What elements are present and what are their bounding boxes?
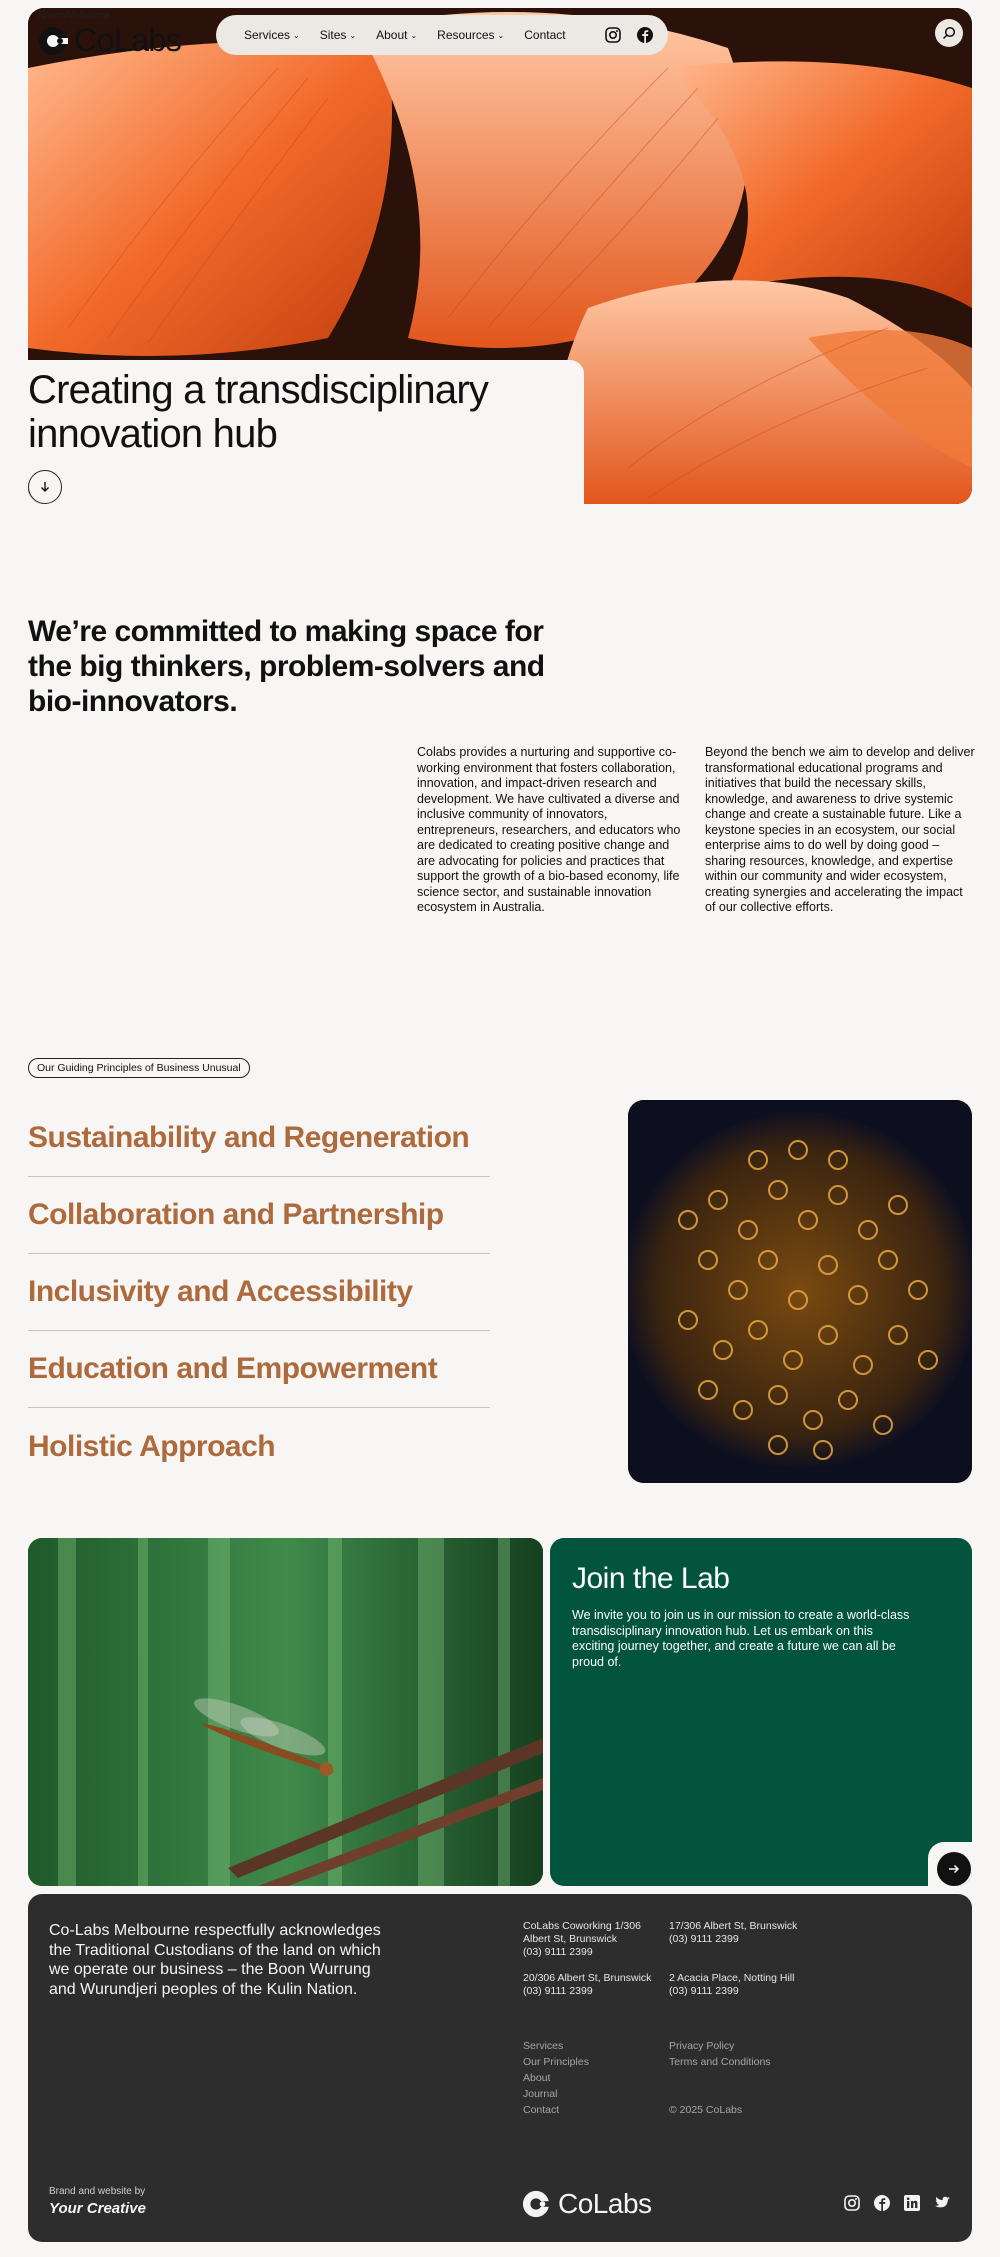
microscope-cells-image: [628, 1100, 972, 1483]
search-button[interactable]: [935, 19, 963, 47]
colabs-logo-icon: [522, 2190, 550, 2218]
facebook-icon[interactable]: [636, 26, 654, 44]
address-phone[interactable]: (03) 9111 2399: [523, 1946, 593, 1958]
arrow-down-icon: [38, 480, 52, 494]
credit-label: Brand and website by: [49, 2186, 146, 2197]
footer-logo[interactable]: [522, 2188, 652, 2220]
linkedin-icon[interactable]: [903, 2194, 921, 2212]
chevron-down-icon: ⌄: [349, 30, 357, 40]
address-name: 20/306 Albert St, Brunswick: [523, 1972, 652, 1984]
join-button[interactable]: [937, 1852, 971, 1886]
footer-link-about[interactable]: About: [523, 2072, 551, 2084]
instagram-icon[interactable]: [843, 2194, 861, 2212]
chevron-down-icon: ⌄: [293, 30, 300, 40]
join-card: [550, 1538, 972, 1886]
chevron-down-icon: ⌄: [410, 30, 418, 40]
credit-agency[interactable]: Your Creative: [49, 2200, 146, 2217]
intro-heading: We’re committed to making space for the big thinkers, problem-solvers and bio-innovators.: [28, 615, 545, 718]
chevron-down-icon: ⌄: [497, 30, 505, 40]
principle-item[interactable]: Inclusivity and Accessibility: [28, 1254, 490, 1331]
nav-services[interactable]: [244, 28, 300, 42]
site-footer: [28, 1894, 972, 2242]
footer-link-terms[interactable]: Terms and Conditions: [669, 2056, 771, 2068]
nav-about-label: About: [376, 28, 408, 42]
hero-title: Creating a transdisciplinary innovation hub: [28, 368, 489, 456]
address-block: [523, 1972, 653, 1998]
footer-link-contact[interactable]: Contact: [523, 2104, 560, 2116]
join-title: Join the Lab: [572, 1562, 730, 1595]
principles-badge: Our Guiding Principles of Business Unusual: [28, 1058, 250, 1078]
main-nav: [216, 15, 668, 55]
search-icon: [942, 26, 956, 40]
nav-sites[interactable]: [320, 28, 356, 42]
address-phone[interactable]: (03) 9111 2399: [669, 1985, 739, 1997]
join-text: We invite you to join us in our mission to create a world-class transdisciplinary innovation hub. Let us embark on this exciting journey together, and create a future we can all be proud of.: [572, 1608, 910, 1669]
principle-item[interactable]: Sustainability and Regeneration: [28, 1100, 490, 1177]
address-name: 2 Acacia Place, Notting Hill: [669, 1972, 795, 1984]
address-phone[interactable]: (03) 9111 2399: [523, 1985, 593, 1997]
footer-logo-wordmark: CoLabs: [558, 2188, 652, 2219]
twitter-icon[interactable]: [933, 2194, 951, 2212]
address-block: [669, 1972, 799, 1998]
logo-wordmark: CoLabs: [74, 22, 182, 58]
dragonfly-image: [28, 1538, 543, 1886]
scroll-down-button[interactable]: [28, 470, 62, 504]
address-block: [669, 1920, 799, 1946]
logo-location: Naarm/Melbourne: [38, 10, 111, 20]
nav-sites-label: Sites: [319, 28, 347, 42]
nav-services-label: Services: [244, 28, 291, 42]
footer-link-principles[interactable]: Our Principles: [523, 2056, 589, 2068]
nav-resources-label: Resources: [437, 28, 495, 42]
nav-about[interactable]: [376, 28, 417, 42]
cells-illustration: [628, 1100, 972, 1483]
instagram-icon[interactable]: [604, 26, 622, 44]
nav-resources[interactable]: [437, 28, 504, 42]
intro-paragraph-2: Beyond the bench we aim to develop and deliver transformational educational programs and initiatives that build the necessary skills, knowledge, and awareness to drive systemic change and create a sustainable future. Like a keystone species in an ecosystem, our social enterprise aims to do well by doing good – sharing resources, knowledge, and expertise within our community and wider ecosystem, creating synergies and accelerating the impact of our collective efforts.: [705, 745, 975, 914]
address-block: [523, 1920, 653, 1959]
principle-item[interactable]: Collaboration and Partnership: [28, 1177, 490, 1254]
colabs-logo-icon: [38, 26, 68, 56]
site-logo[interactable]: [38, 10, 181, 59]
dragonfly-illustration: [28, 1538, 543, 1886]
nav-contact[interactable]: [524, 28, 565, 42]
intro-paragraph-1: Colabs provides a nurturing and supportive co-working environment that fosters collaboration, innovation, and impact-driven research and development. We have cultivated a diverse and inclusive community of innovators, entrepreneurs, researchers, and educators who are dedicated to creating positive change and are advocating for policies and practices that support the growth of a bio-based economy, life science sector, and sustainable innovation ecosystem in Australia.: [417, 745, 681, 914]
principle-item[interactable]: Education and Empowerment: [28, 1331, 490, 1408]
footer-link-journal[interactable]: Journal: [523, 2088, 558, 2100]
address-phone[interactable]: (03) 9111 2399: [669, 1933, 739, 1945]
address-name: CoLabs Coworking 1/306 Albert St, Brunswick: [523, 1920, 641, 1945]
arrow-right-icon: [947, 1862, 961, 1876]
principles-list: [28, 1100, 490, 1485]
footer-link-services[interactable]: Services: [523, 2040, 564, 2052]
footer-link-privacy[interactable]: Privacy Policy: [669, 2040, 735, 2052]
facebook-icon[interactable]: [873, 2194, 891, 2212]
address-name: 17/306 Albert St, Brunswick: [669, 1920, 798, 1932]
acknowledgement-of-country: Co-Labs Melbourne respectfully acknowledges the Traditional Custodians of the land on which we operate our business – the Boon Wurrung and Wurundjeri peoples of the Kulin Nation.: [49, 1922, 381, 1998]
nav-contact-label: Contact: [524, 28, 566, 42]
copyright: © 2025 CoLabs: [669, 2104, 743, 2116]
principle-item[interactable]: Holistic Approach: [28, 1429, 276, 1463]
